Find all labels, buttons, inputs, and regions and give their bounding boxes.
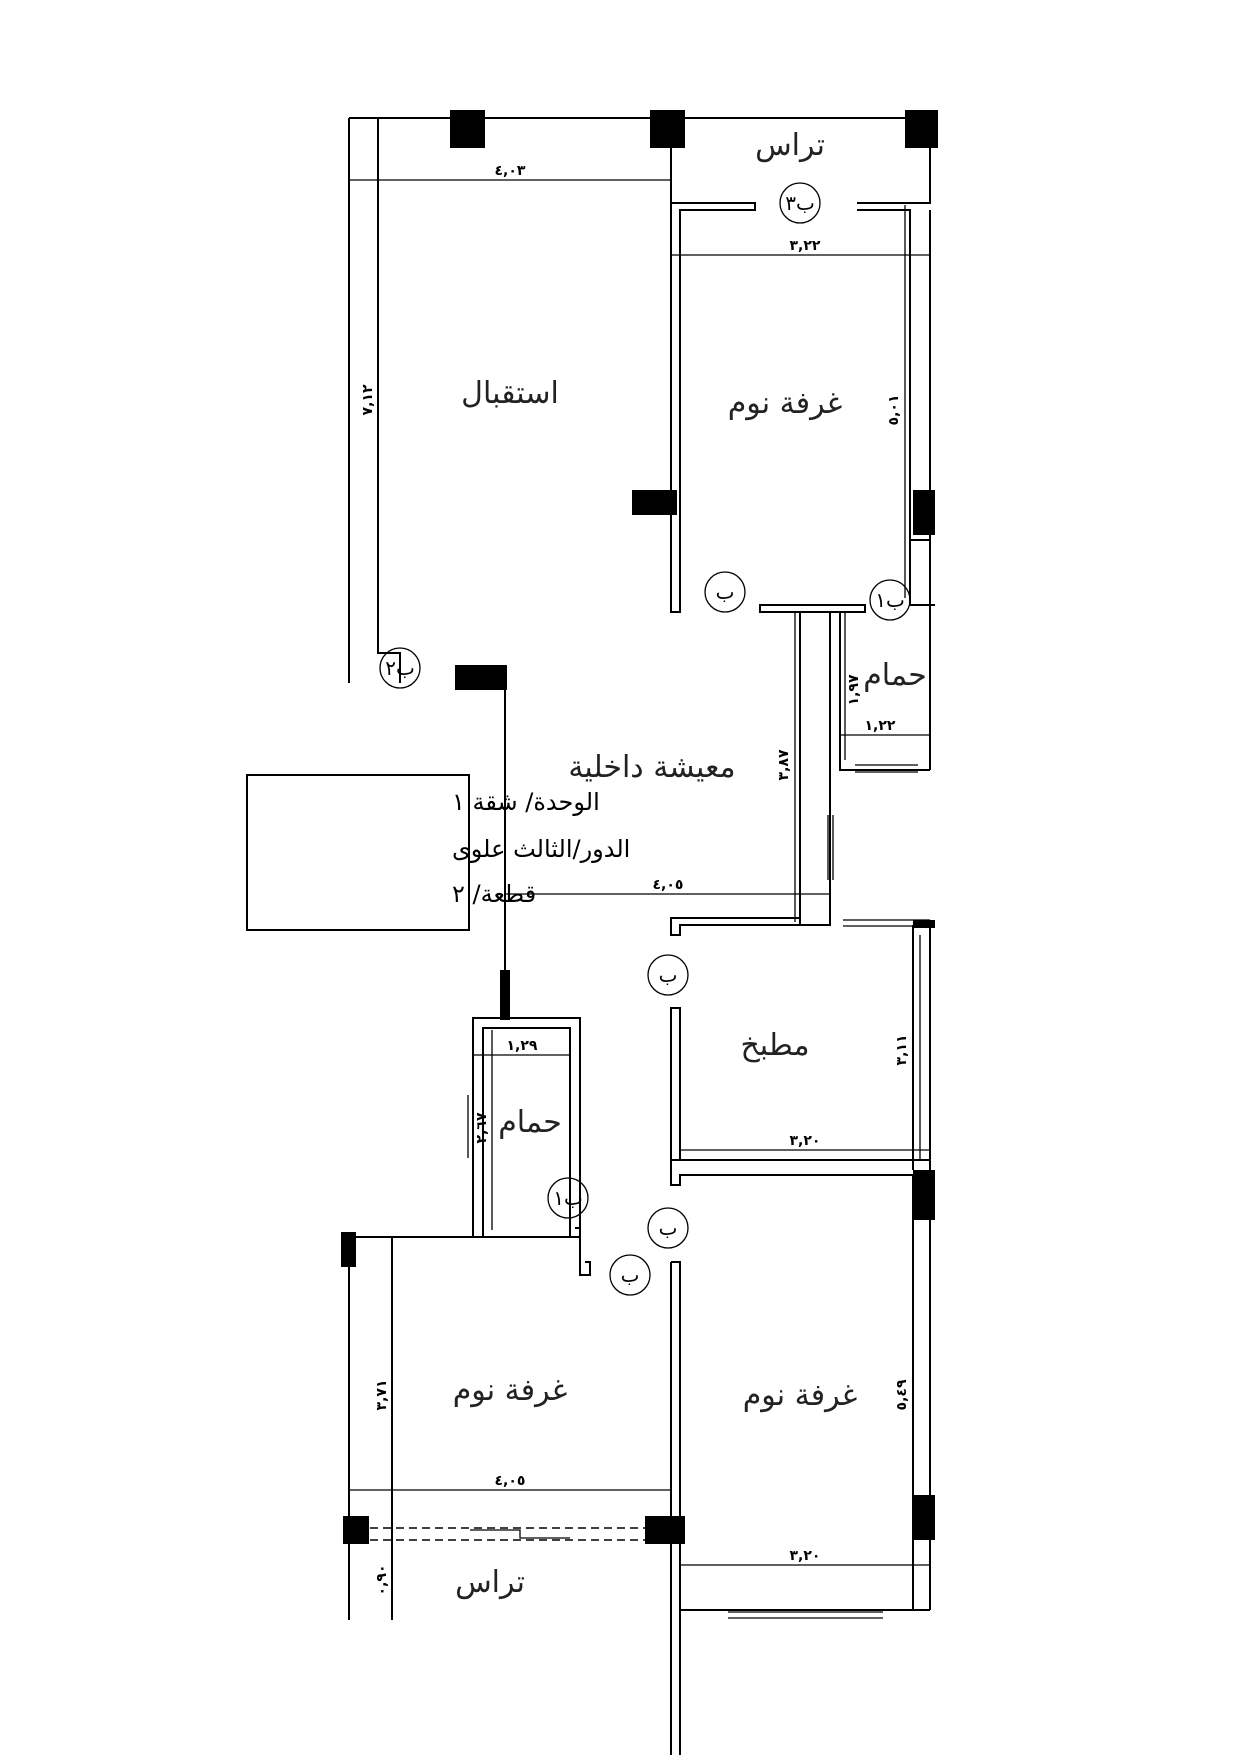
dim-kitchen-length: ٣,١١ bbox=[894, 1034, 910, 1066]
dim-bath-mid-length: ٢,٦٧ bbox=[474, 1112, 490, 1144]
room-label-terrace-bottom: تراس bbox=[455, 1565, 525, 1600]
dim-bedroom-br-width: ٣,٢٠ bbox=[789, 1548, 821, 1564]
column bbox=[913, 490, 935, 535]
dim-bedroom-bl-length: ٣,٧١ bbox=[374, 1379, 390, 1411]
dim-bedroom-top-width: ٣,٢٢ bbox=[789, 238, 821, 254]
column bbox=[343, 1516, 369, 1544]
door-tag-bath-mid: ب١ bbox=[553, 1186, 583, 1210]
dim-reception-width: ٤,٠٣ bbox=[494, 163, 526, 179]
column bbox=[905, 110, 938, 148]
column bbox=[500, 970, 510, 1020]
room-label-bedroom-top: غرفة نوم bbox=[727, 386, 843, 421]
column bbox=[913, 1170, 935, 1220]
room-label-bedroom-bl: غرفة نوم bbox=[452, 1373, 568, 1408]
info-plot: قطعة/ ٢ bbox=[452, 880, 537, 908]
dim-bedroom-br-length: ٥,٤٩ bbox=[894, 1379, 910, 1411]
info-floor: الدور/الثالث علوى bbox=[452, 835, 631, 863]
column bbox=[341, 1232, 356, 1267]
info-box-frame bbox=[247, 775, 469, 930]
room-label-kitchen: مطبخ bbox=[740, 1028, 810, 1063]
room-label-terrace-top: تراس bbox=[755, 128, 825, 163]
dim-kitchen-width: ٣,٢٠ bbox=[789, 1133, 821, 1149]
column bbox=[645, 1516, 685, 1544]
door-tag-reception: ب٢ bbox=[385, 656, 415, 680]
column bbox=[913, 920, 935, 928]
dim-reception-length: ٧,١٢ bbox=[360, 384, 376, 416]
door-tag-bath-top: ب١ bbox=[875, 588, 905, 612]
door-tag-kitchen: ب bbox=[658, 963, 678, 987]
room-label-bath-mid: حمام bbox=[498, 1105, 562, 1140]
door-tag-bedroom-br: ب bbox=[658, 1216, 678, 1240]
info-unit: الوحدة/ شقة ١ bbox=[452, 788, 600, 816]
door-tag-bedroom-bl: ب bbox=[620, 1263, 640, 1287]
room-labels bbox=[453, 128, 927, 1600]
column bbox=[450, 110, 485, 148]
dim-living-width: ٤,٠٥ bbox=[652, 877, 684, 893]
door-tag-terrace: ب٣ bbox=[785, 191, 815, 215]
dim-bath-mid-width: ١,٢٩ bbox=[506, 1038, 538, 1054]
column bbox=[632, 490, 677, 515]
room-label-living: معيشة داخلية bbox=[568, 750, 736, 785]
column bbox=[650, 110, 685, 148]
dim-bedroom-top-length: ٥,٠١ bbox=[886, 394, 902, 426]
column bbox=[913, 1495, 935, 1540]
room-label-bath-top: حمام bbox=[863, 658, 927, 693]
dim-bedroom-bl-width: ٤,٠٥ bbox=[494, 1473, 526, 1489]
room-label-reception: استقبال bbox=[461, 376, 559, 411]
door-tag-bedroom-top: ب bbox=[715, 580, 735, 604]
dim-bath-top-width: ١,٢٢ bbox=[864, 718, 896, 734]
column bbox=[455, 665, 507, 690]
dim-bath-top-length: ١,٩٧ bbox=[846, 674, 862, 706]
dim-terrace-bottom-depth: ٠,٩٠ bbox=[374, 1564, 390, 1596]
info-box bbox=[247, 775, 630, 930]
columns bbox=[341, 110, 938, 1544]
walls bbox=[349, 118, 935, 1755]
dim-living-length: ٣,٨٧ bbox=[776, 749, 792, 781]
room-label-bedroom-br: غرفة نوم bbox=[742, 1378, 858, 1413]
